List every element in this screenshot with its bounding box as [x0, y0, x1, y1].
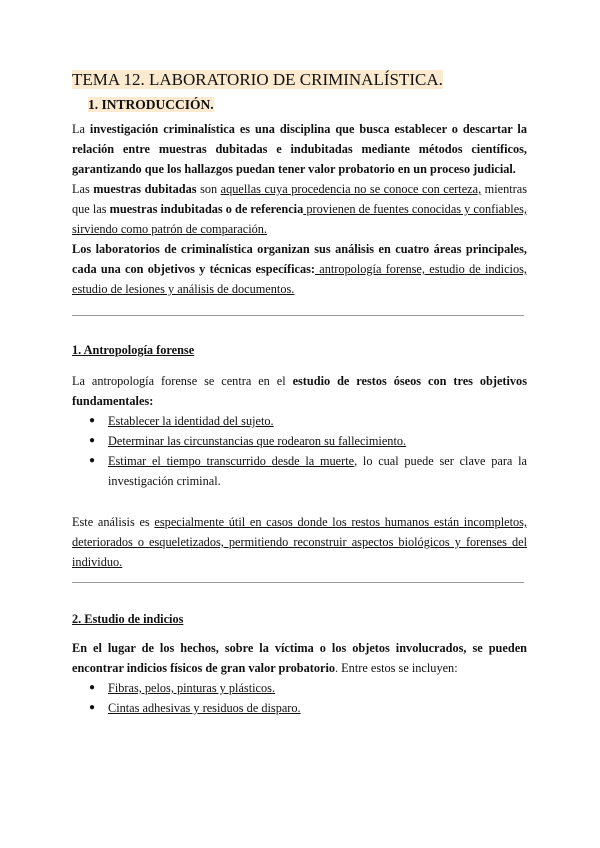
section1-paragraph-2	[72, 512, 527, 572]
section1-list	[72, 411, 527, 491]
intro-heading-highlight: 1. INTRODUCCIÓN.	[88, 97, 214, 112]
intro-p2-e: mientras que las	[72, 182, 527, 216]
section2-list	[72, 678, 527, 718]
document-page	[72, 70, 527, 718]
list-item	[72, 431, 527, 451]
section1-p2-b: especialmente útil en casos donde los restos humanos están incompletos, deteriorados o esqueletizados, permitiendo reconstruir aspectos biológicos y forenses del individuo.	[72, 515, 527, 569]
section2-paragraph-1	[72, 638, 527, 678]
list-item	[72, 698, 527, 718]
list-item-rest: , lo cual puede ser clave para la investigación criminal.	[108, 454, 527, 488]
intro-p1-a: La	[72, 122, 90, 136]
intro-p2-f: muestras indubitadas o de referencia	[109, 202, 304, 216]
intro-p3-a: Los laboratorios de criminalística organizan sus análisis en cuatro áreas principales, cada una con objetivos y técnicas específicas:	[72, 242, 527, 276]
intro-p2-a: Las	[72, 182, 94, 196]
intro-p2-b: muestras dubitadas	[93, 182, 197, 196]
intro-paragraph-3	[72, 239, 527, 299]
list-item	[72, 411, 527, 431]
list-item-underlined: Establecer la identidad del sujeto.	[108, 414, 274, 428]
intro-p2-d: aquellas cuya procedencia no se conoce con certeza,	[220, 182, 482, 196]
title-highlight: TEMA 12. LABORATORIO DE CRIMINALÍSTICA.	[72, 70, 443, 89]
bullet-icon: ●	[89, 682, 96, 693]
bullet-icon: ●	[89, 702, 96, 713]
intro-heading	[88, 97, 527, 113]
section1-p2-a: Este análisis es	[72, 515, 155, 529]
bullet-icon: ●	[89, 435, 96, 446]
intro-p2-g: provienen de fuentes conocidas y confiables, sirviendo como patrón de comparación.	[72, 202, 528, 236]
intro-paragraph-2	[72, 179, 527, 239]
section1-p1-b: estudio de restos óseos con tres objetivos fundamentales:	[72, 374, 527, 408]
section1-heading: 1. Antropología forense	[72, 343, 195, 357]
intro-paragraph-1	[72, 119, 527, 179]
section1-p1-a: La antropología forense se centra en el	[72, 374, 293, 388]
bullet-icon: ●	[89, 455, 96, 466]
list-item	[72, 451, 527, 491]
section1-paragraph-1	[72, 371, 527, 411]
list-item	[72, 678, 527, 698]
intro-p3-b: antropología forense, estudio de indicios, estudio de lesiones y análisis de documentos.	[72, 262, 527, 296]
section2-p1-b: . Entre estos se incluyen:	[335, 661, 458, 675]
list-item-underlined: Fibras, pelos, pinturas y plásticos.	[108, 681, 276, 695]
section2-p1-a: En el lugar de los hechos, sobre la víctima o los objetos involucrados, se pueden encontrar indicios físicos de gran valor probatorio	[72, 641, 527, 675]
intro-p1-b: investigación criminalística es una disciplina que busca establecer o descartar la relación entre muestras dubitadas e indubitadas mediante métodos científicos, garantizando que los hallazgos puedan tener valor probatorio en un proceso judicial.	[72, 122, 527, 176]
list-item-underlined: Cintas adhesivas y residuos de disparo.	[108, 701, 301, 715]
intro-p2-c: son	[196, 182, 221, 196]
list-item-underlined: Estimar el tiempo transcurrido desde la muerte	[108, 454, 355, 468]
bullet-icon: ●	[89, 415, 96, 426]
list-item-underlined: Determinar las circunstancias que rodearon su fallecimiento.	[108, 434, 407, 448]
section2-heading: 2. Estudio de indicios	[72, 612, 184, 626]
page-title	[72, 70, 527, 90]
